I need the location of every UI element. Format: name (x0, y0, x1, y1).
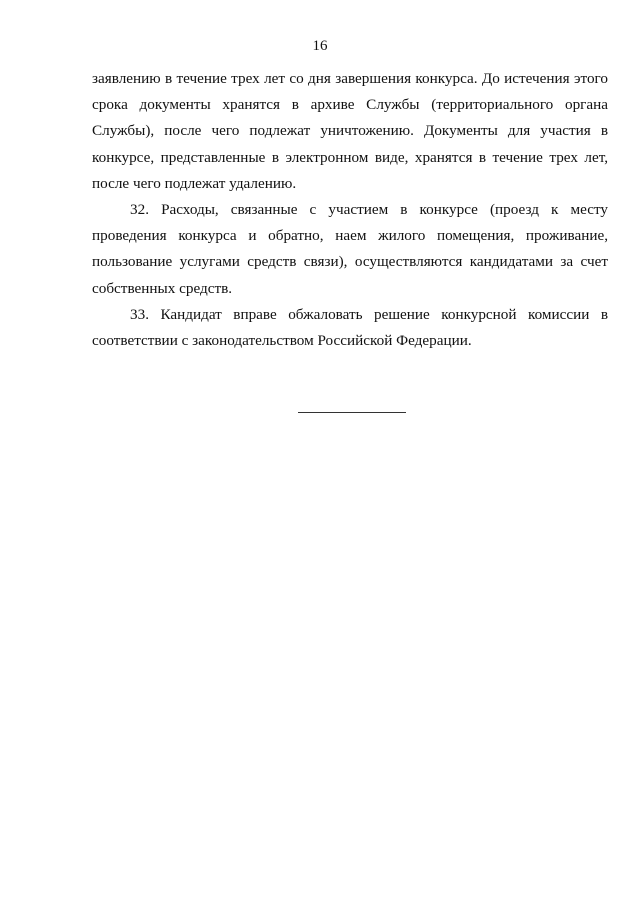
page-number: 16 (312, 38, 328, 54)
paragraph-item-33: 33. Кандидат вправе обжаловать решение конкурсной комиссии в соответствии с законодательством Российской Федерации. (92, 305, 608, 350)
end-separator-line (298, 412, 406, 413)
paragraph-continuation: заявлению в течение трех лет со дня завершения конкурса. До истечения этого срока документы хранятся в архиве Службы (территориального органа Службы), после чего подлежат уничтожению. Документы для участия в конкурсе, представленные в электронном виде, хранятся в течение трех лет, после чего подлежат удалению. (92, 70, 608, 192)
document-body (92, 66, 608, 354)
paragraph-item-32: 32. Расходы, связанные с участием в конкурсе (проезд к месту проведения конкурса и обратно, наем жилого помещения, проживание, пользование услугами средств связи), осуществляются кандидатами за счет собственных средств. (92, 201, 608, 297)
